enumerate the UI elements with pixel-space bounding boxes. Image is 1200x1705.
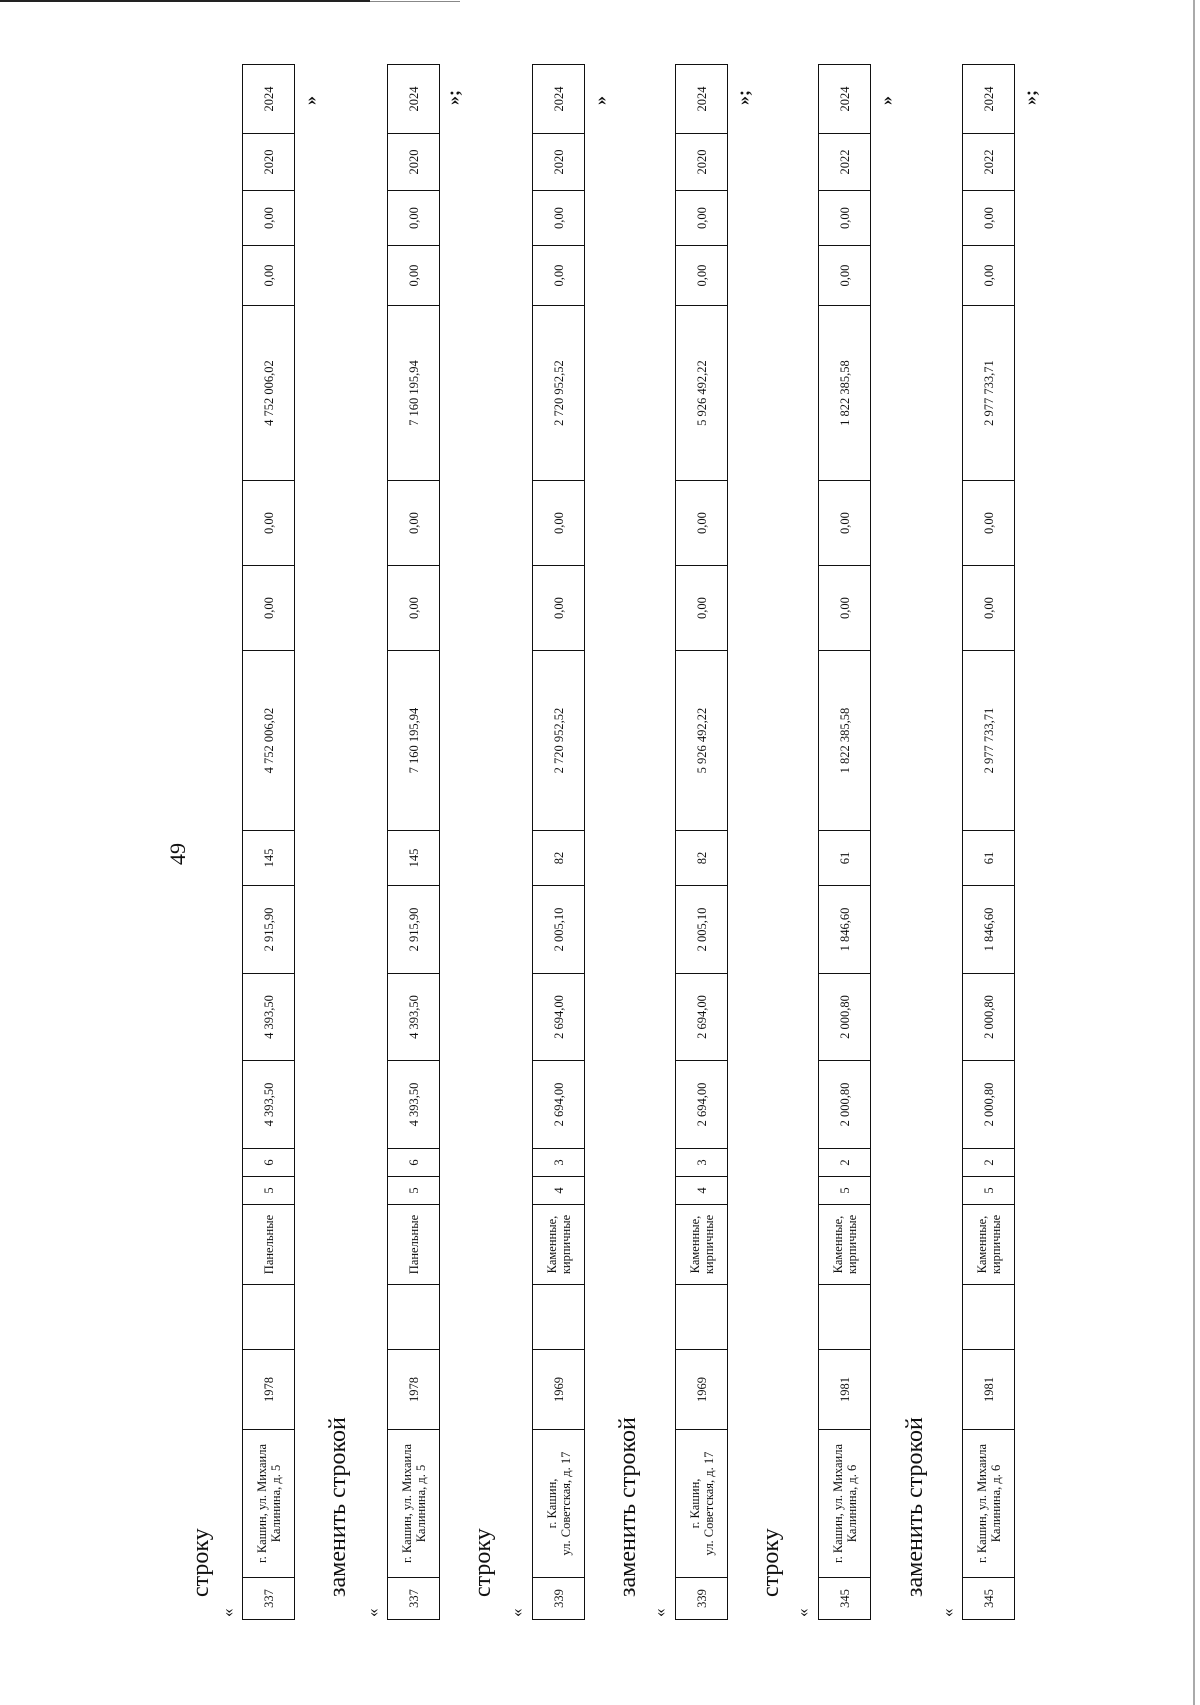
cell-cost-total: 2 720 952,52 [533,651,585,831]
cell-address: г. Кашин, ул. Михаила Калинина, д. 5 [243,1430,295,1578]
cell-year: 1981 [963,1350,1015,1430]
cell-floors: 5 [819,1177,871,1205]
label-replace-339: заменить строкой [615,1417,641,1597]
table-row-339-new [675,64,728,1620]
cell-cost-total: 2 977 733,71 [963,651,1015,831]
cell-residents: 82 [533,831,585,886]
cell-walls: Панельные [243,1205,295,1285]
cell-floors: 5 [243,1177,295,1205]
table-row [819,65,871,1620]
cell-entrances: 2 [963,1149,1015,1177]
cell-floors: 5 [388,1177,440,1205]
cell-fund-federal: 0,00 [676,566,728,651]
label-line-339: строку [470,1528,496,1597]
table-row [963,65,1015,1620]
cell-fund-federal: 0,00 [243,566,295,651]
cell-fund-other: 0,00 [963,191,1015,246]
cell-year2 [963,1285,1015,1350]
cell-fund-regional: 0,00 [243,481,295,566]
cell-year-end: 2024 [388,65,440,134]
cell-fund-other: 0,00 [388,191,440,246]
cell-n: 337 [388,1578,440,1620]
cell-fund-regional: 0,00 [819,481,871,566]
cell-area-private: 1 846,60 [819,886,871,974]
cell-residents: 145 [388,831,440,886]
cell-walls: Каменные, кирпичные [963,1205,1015,1285]
cell-year2 [533,1285,585,1350]
cell-area-living: 4 393,50 [388,974,440,1061]
cell-cost-total: 5 926 492,22 [676,651,728,831]
cell-address: г. Кашин, ул. Михаила Калинина, д. 5 [388,1430,440,1578]
cell-area-total: 2 694,00 [676,1061,728,1149]
cell-n: 345 [963,1578,1015,1620]
cell-fund-owners: 0,00 [243,246,295,306]
cell-fund-federal: 0,00 [819,566,871,651]
cell-area-total: 4 393,50 [243,1061,295,1149]
cell-fund-regional: 0,00 [388,481,440,566]
cell-residents: 61 [819,831,871,886]
cell-entrances: 6 [243,1149,295,1177]
close-quote: » [300,96,320,105]
label-line-337: строку [188,1528,214,1597]
cell-area-total: 2 000,80 [963,1061,1015,1149]
cell-year-end: 2024 [243,65,295,134]
close-quote: » [876,96,896,105]
cell-area-living: 2 000,80 [819,974,871,1061]
cell-year-start: 2022 [963,134,1015,191]
cell-year-end: 2024 [819,65,871,134]
cell-fund-local: 2 977 733,71 [963,306,1015,481]
table-row [243,65,295,1620]
cell-address: г. Кашин, ул. Михаила Калинина, д. 6 [819,1430,871,1578]
table-row-345-old [818,64,871,1620]
table-row-337-old [242,64,295,1620]
cell-year-start: 2020 [676,134,728,191]
cell-address: г. Кашин, ул. Советская, д. 17 [533,1430,585,1578]
cell-area-living: 4 393,50 [243,974,295,1061]
table-row-339-old [532,64,585,1620]
cell-walls: Каменные, кирпичные [533,1205,585,1285]
cell-floors: 4 [533,1177,585,1205]
cell-fund-local: 4 752 006,02 [243,306,295,481]
open-quote: « [218,1608,237,1617]
cell-entrances: 3 [676,1149,728,1177]
close-quote: » [590,96,610,105]
cell-fund-owners: 0,00 [533,246,585,306]
label-replace-337: заменить строкой [325,1417,351,1597]
label-replace-345: заменить строкой [902,1417,928,1597]
cell-year2 [388,1285,440,1350]
cell-fund-owners: 0,00 [819,246,871,306]
open-quote: « [650,1608,669,1617]
label-line-345: строку [758,1528,784,1597]
cell-fund-local: 1 822 385,58 [819,306,871,481]
close-quote-semicolon: »; [443,90,463,105]
cell-cost-total: 4 752 006,02 [243,651,295,831]
table-row-345-new [962,64,1015,1620]
cell-fund-other: 0,00 [819,191,871,246]
cell-fund-owners: 0,00 [388,246,440,306]
cell-area-private: 1 846,60 [963,886,1015,974]
cell-n: 345 [819,1578,871,1620]
cell-fund-regional: 0,00 [533,481,585,566]
table-row [533,65,585,1620]
cell-area-private: 2 915,90 [388,886,440,974]
cell-fund-other: 0,00 [676,191,728,246]
close-quote-semicolon: »; [1020,90,1040,105]
cell-fund-regional: 0,00 [963,481,1015,566]
cell-year-start: 2020 [533,134,585,191]
cell-address: г. Кашин, ул. Михаила Калинина, д. 6 [963,1430,1015,1578]
cell-walls: Каменные, кирпичные [819,1205,871,1285]
cell-walls: Каменные, кирпичные [676,1205,728,1285]
cell-area-total: 4 393,50 [388,1061,440,1149]
cell-area-living: 2 694,00 [533,974,585,1061]
cell-residents: 82 [676,831,728,886]
cell-area-total: 2 000,80 [819,1061,871,1149]
table-row [388,65,440,1620]
table-row [676,65,728,1620]
close-quote-semicolon: »; [733,90,753,105]
cell-fund-federal: 0,00 [388,566,440,651]
cell-walls: Панельные [388,1205,440,1285]
cell-fund-local: 7 160 195,94 [388,306,440,481]
cell-floors: 4 [676,1177,728,1205]
cell-entrances: 3 [533,1149,585,1177]
cell-area-total: 2 694,00 [533,1061,585,1149]
cell-fund-other: 0,00 [243,191,295,246]
cell-year: 1969 [533,1350,585,1430]
cell-area-living: 2 694,00 [676,974,728,1061]
cell-year-end: 2024 [963,65,1015,134]
cell-n: 339 [533,1578,585,1620]
cell-year: 1981 [819,1350,871,1430]
cell-fund-regional: 0,00 [676,481,728,566]
cell-area-living: 2 000,80 [963,974,1015,1061]
open-quote: « [793,1608,812,1617]
open-quote: « [363,1608,382,1617]
cell-entrances: 2 [819,1149,871,1177]
table-row-337-new [387,64,440,1620]
cell-fund-owners: 0,00 [676,246,728,306]
cell-cost-total: 7 160 195,94 [388,651,440,831]
cell-year-end: 2024 [533,65,585,134]
cell-year-start: 2020 [243,134,295,191]
cell-fund-other: 0,00 [533,191,585,246]
cell-cost-total: 1 822 385,58 [819,651,871,831]
cell-fund-federal: 0,00 [963,566,1015,651]
cell-area-private: 2 005,10 [676,886,728,974]
cell-year: 1969 [676,1350,728,1430]
cell-residents: 145 [243,831,295,886]
cell-residents: 61 [963,831,1015,886]
cell-year2 [676,1285,728,1350]
cell-n: 339 [676,1578,728,1620]
open-quote: « [938,1608,957,1617]
open-quote: « [507,1608,526,1617]
cell-year: 1978 [388,1350,440,1430]
cell-year-start: 2022 [819,134,871,191]
cell-year-end: 2024 [676,65,728,134]
cell-year: 1978 [243,1350,295,1430]
cell-year-start: 2020 [388,134,440,191]
cell-fund-local: 2 720 952,52 [533,306,585,481]
cell-fund-federal: 0,00 [533,566,585,651]
cell-year2 [819,1285,871,1350]
cell-fund-local: 5 926 492,22 [676,306,728,481]
cell-address: г. Кашин, ул. Советская, д. 17 [676,1430,728,1578]
cell-area-private: 2 915,90 [243,886,295,974]
cell-fund-owners: 0,00 [963,246,1015,306]
cell-n: 337 [243,1578,295,1620]
page-number: 49 [165,843,190,865]
cell-area-private: 2 005,10 [533,886,585,974]
cell-floors: 5 [963,1177,1015,1205]
cell-year2 [243,1285,295,1350]
cell-entrances: 6 [388,1149,440,1177]
